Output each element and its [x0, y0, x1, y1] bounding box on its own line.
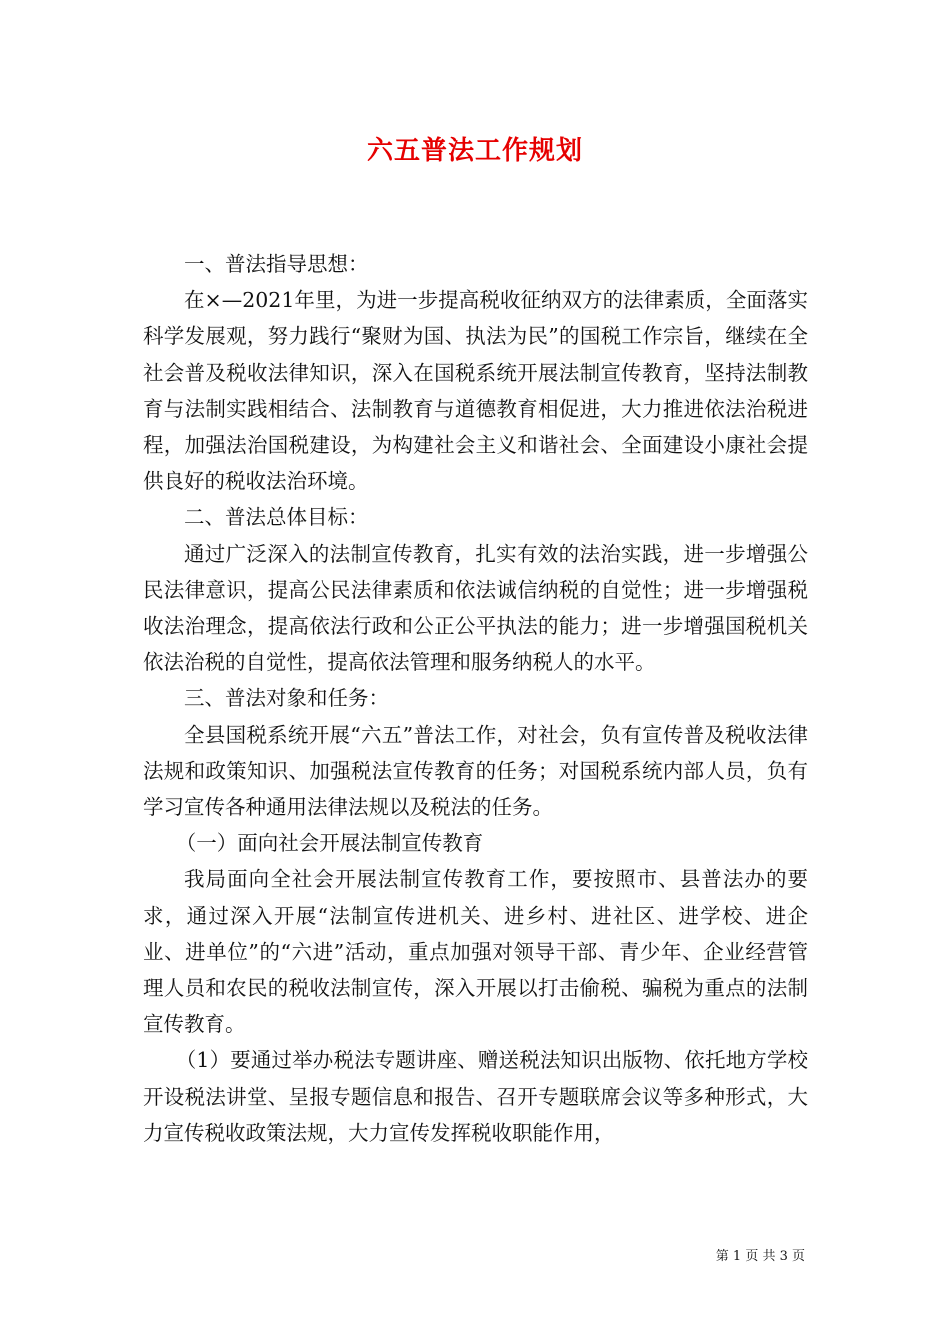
section-heading: 二、普法总体目标：: [184, 505, 369, 530]
body-paragraph: 我局面向全社会开展法制宣传教育工作，要按照市、县普法办的要求，通过深入开展“法制宣传进机关、进乡村、进社区、进学校、进企业、进单位”的“六进”活动，重点加强对领导干部、青少年、企业经营管理人员和农民的税收法制宣传，深入开展以打击偷税、骗税为重点的法制宣传教育。: [143, 867, 808, 1037]
body-paragraph: 在×—2021年里，为进一步提高税收征纳双方的法律素质，全面落实科学发展观，努力践行“聚财为国、执法为民”的国税工作宗旨，继续在全社会普及税收法律知识，深入在国税系统开展法制宣传教育，坚持法制教育与法制实践相结合、法制教育与道德教育相促进，大力推进依法治税进程，加强法治国税建设，为构建社会主义和谐社会、全面建设小康社会提供良好的税收法治环境。: [143, 288, 808, 494]
body-paragraph: （1）要通过举办税法专题讲座、赠送税法知识出版物、依托地方学校开设税法讲堂、呈报专题信息和报告、召开专题联席会议等多种形式，大力宣传税收政策法规，大力宣传发挥税收职能作用，: [143, 1048, 808, 1145]
subsection-heading: （一）面向社会开展法制宣传教育: [175, 831, 484, 856]
body-paragraph: 全县国税系统开展“六五”普法工作，对社会，负有宣传普及税收法律法规和政策知识、加强税法宣传教育的任务；对国税系统内部人员，负有学习宣传各种通用法律法规以及税法的任务。: [143, 722, 808, 820]
section-heading: 一、普法指导思想：: [184, 252, 369, 276]
document-title: 六五普法工作规划: [366, 136, 583, 166]
section-heading: 三、普法对象和任务：: [184, 686, 389, 711]
body-paragraph: 通过广泛深入的法制宣传教育，扎实有效的法治实践，进一步增强公民法律意识，提高公民法律素质和依法诚信纳税的自觉性；进一步增强税收法治理念，提高依法行政和公正公平执法的能力；进一步增强国税机关依法治税的自觉性，提高依法管理和服务纳税人的水平。: [143, 541, 808, 675]
page-footer: 第 1 页 共 3 页: [715, 1249, 805, 1264]
document-body: [143, 246, 808, 1151]
